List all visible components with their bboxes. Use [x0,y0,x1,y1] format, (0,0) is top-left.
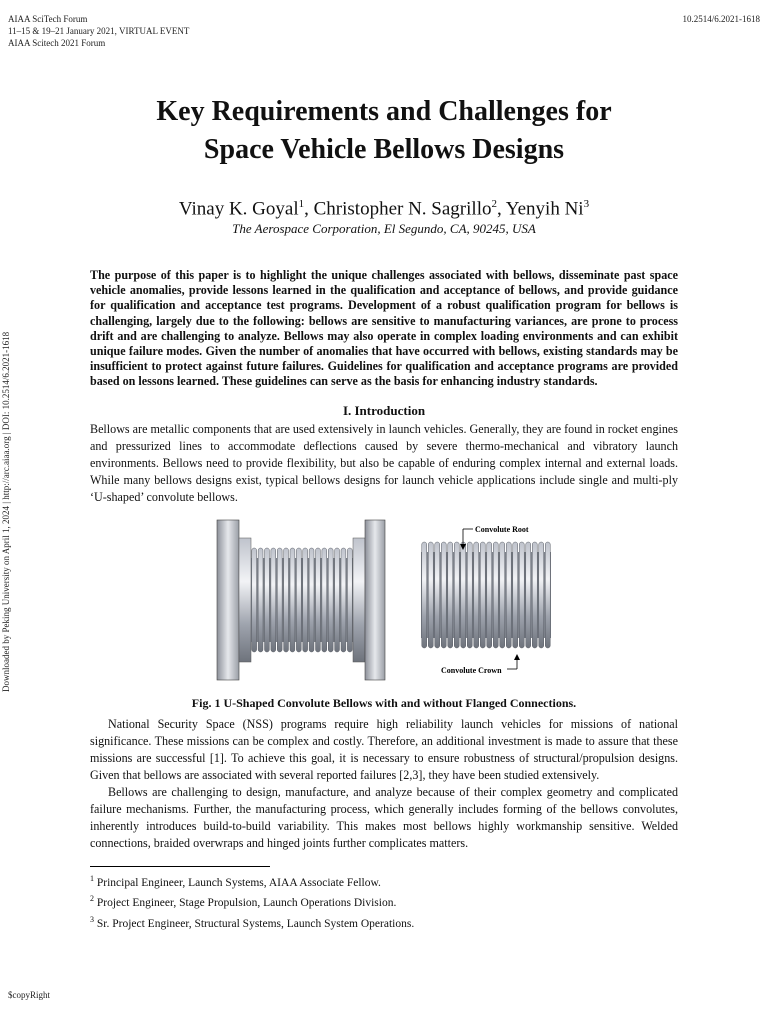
convolute [335,548,340,652]
body-paragraph: Bellows are metallic components that are used extensively in launch vehicles. Generally, they are found in rocket engines and pressurized lines to accommodate deflections caused by severe thermo-mechanical and vibratory launch environments. Bellows need to provide flexibility, but also be capable of enduring complex internal and external loads. While many bellows designs exist, typical bellows designs for launch vehicle applications include single and multi-ply ‘U-shaped’ convolute bellows. [90,422,678,504]
convolute [493,542,498,648]
convolute [309,548,314,652]
convolute [461,542,466,648]
convolute [290,548,295,652]
body-paragraph: National Security Space (NSS) programs require high reliability launch vehicles for missions of national significance. These missions can be complex and costly. Therefore, an additional investment is made to assure that these missions are successful [1]. To achieve this goal, it is necessary to ensure robustness of structural/propulsion designs. Given that bellows are associated with several reported failures [2,3], they have been studied extensively. [90,717,678,782]
convolute [539,542,544,648]
convolute [532,542,537,648]
convolute [480,542,485,648]
author-list [0,198,768,220]
footnote [90,891,414,911]
author-mark: 1 [298,198,305,210]
footnotes [90,871,414,932]
label-convolute-crown: Convolute Crown [441,666,502,675]
footnote [90,871,414,891]
convolute [448,542,453,648]
title-line: Space Vehicle Bellows Designs [203,134,565,165]
convolute [519,542,524,648]
convolutes [421,542,551,648]
label-convolute-root: Convolute Root [475,525,529,534]
doi-label: 10.2514/6.2021-1618 [682,14,760,24]
convolute [435,542,440,648]
flanged-bellows [217,520,385,680]
convolute [265,548,270,652]
convolute [252,548,257,652]
unflanged-bellows [421,542,551,648]
header-line: AIAA SciTech Forum [8,14,88,24]
footer-copyright: $copyRight [8,990,50,1000]
convolute [322,548,327,652]
bellows-figure [215,518,555,686]
footnote [90,912,414,932]
convolute [341,548,346,652]
convolute [316,548,321,652]
author-separator: , [496,198,506,220]
convolute [258,548,263,652]
convolute [303,548,308,652]
convolute [441,542,446,648]
affiliation: The Aerospace Corporation, El Segundo, CA, 90245, USA [232,221,536,236]
right-collar [353,538,365,662]
title-line: Key Requirements and Challenges for [156,96,612,127]
left-flange [217,520,239,680]
convolute [347,548,352,652]
footnote-mark: 1 [90,874,94,883]
figure-caption: Fig. 1 U-Shaped Convolute Bellows with and without Flanged Connections. [191,696,577,710]
author-mark: 2 [491,198,497,210]
right-flange [365,520,385,680]
convolute [474,542,479,648]
author-name: Yenyih Ni [505,198,584,220]
convolute-crown-callout [441,654,520,675]
convolute [296,548,301,652]
conference-header [8,13,189,49]
left-collar [239,538,251,662]
footnote-text: Sr. Project Engineer, Structural Systems, Launch System Operations. [96,917,415,930]
footnote-mark: 2 [90,894,94,904]
header-line: AIAA Scitech 2021 Forum [8,38,106,48]
paper-title [0,93,768,169]
convolutes [251,548,353,652]
convolute [328,548,333,652]
convolute [487,542,492,648]
author-separator: , [304,198,314,220]
convolute [526,542,531,648]
section-heading: I. Introduction [342,403,426,418]
convolute [513,542,518,648]
convolute [467,542,472,648]
arrow-icon [514,654,520,660]
footnote-mark: 3 [90,914,94,924]
bellows-core [421,552,551,638]
convolute [271,548,276,652]
convolute [428,542,433,648]
footnote-divider [90,866,270,867]
download-note: Downloaded by Peking University on April 1, 2024 | http://arc.aiaa.org | DOI: 10.2514/6.2021-1618 [1,331,11,692]
convolute [545,542,550,648]
footnote-text: Project Engineer, Stage Propulsion, Launch Operations Division. [96,897,397,910]
footnote-text: Principal Engineer, Launch Systems, AIAA Associate Fellow. [96,876,381,889]
header-line: 11–15 & 19–21 January 2021, VIRTUAL EVENT [8,26,190,36]
convolute [284,548,289,652]
convolute [506,542,511,648]
convolute [500,542,505,648]
body-paragraph: Bellows are challenging to design, manufacture, and analyze because of their complex geometry and complicated failure mechanisms. Further, the manufacturing process, which generally includes forming of the bellows convolutes, inherently introduces build-to-build variability. This makes most bellows highly workmanship sensitive. Welded connections, braided overwraps and hinged joints further complicates matters. [90,785,678,850]
author-name: Vinay K. Goyal [178,198,299,220]
author-name: Christopher N. Sagrillo [313,198,492,220]
convolute [454,542,459,648]
convolute [422,542,427,648]
abstract: The purpose of this paper is to highlight the unique challenges associated with bellows, disseminate past space vehicle anomalies, provide lessons learned in the qualification and acceptance of bellows, and provide guidance for qualification and acceptance test programs. Development of a robust qualification program for bellows is challenging, largely due to the following: bellows are sensitive to manufacturing variances, are prone to process drift and are challenging to analyze. Bellows may also operate in complex loading environments and can exhibit unique failure modes. Given the number of anomalies that have occurred with bellows, existing standards may be insufficient to protect against future failures. Guidelines for qualification and acceptance programs are provided based on lessons learned. These guidelines can serve as the basis for enhancing industry standards. [90,268,678,389]
author-mark: 3 [583,198,590,210]
convolute [277,548,282,652]
